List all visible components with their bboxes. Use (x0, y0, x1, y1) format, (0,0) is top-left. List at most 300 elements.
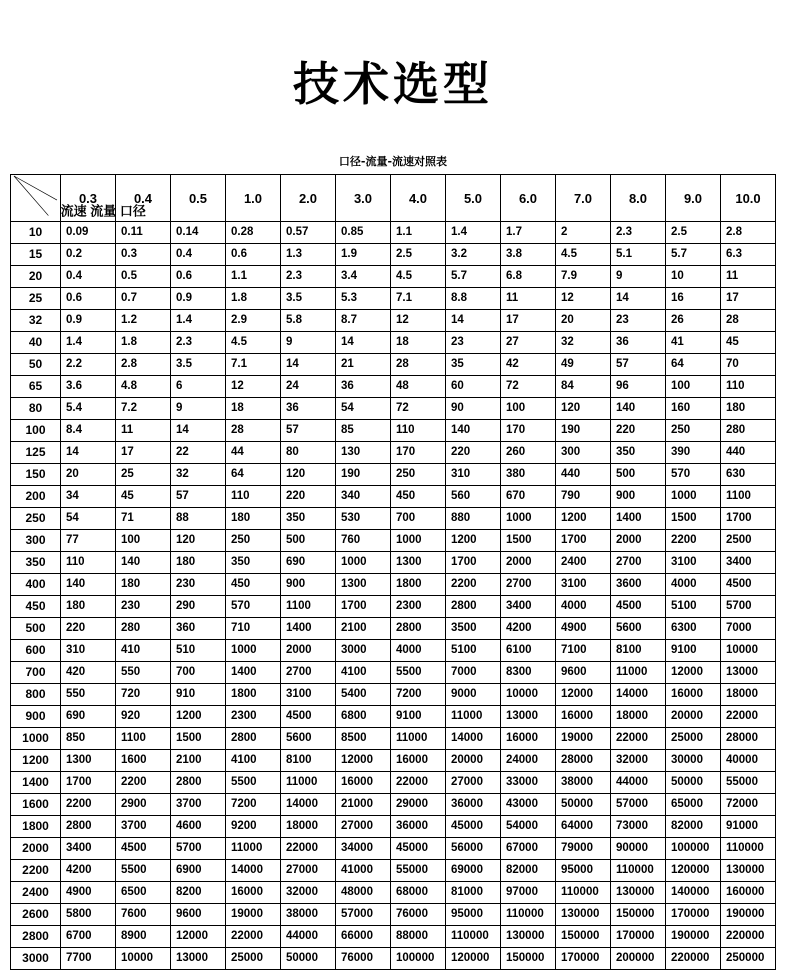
table-row (11, 486, 776, 508)
table-row (11, 750, 776, 772)
table-cell: 38000 (556, 772, 611, 794)
column-header: 3.0 (336, 175, 391, 222)
row-header: 50 (11, 354, 61, 376)
table-cell: 50000 (666, 772, 721, 794)
table-cell: 32000 (611, 750, 666, 772)
table-cell: 450 (391, 486, 446, 508)
table-cell: 38000 (281, 904, 336, 926)
table-cell: 0.4 (171, 244, 226, 266)
table-cell: 1300 (61, 750, 116, 772)
table-cell: 25000 (666, 728, 721, 750)
row-header: 1600 (11, 794, 61, 816)
table-cell: 190 (556, 420, 611, 442)
table-cell: 57 (171, 486, 226, 508)
table-row (11, 904, 776, 926)
table-cell: 64 (226, 464, 281, 486)
table-cell: 1000 (336, 552, 391, 574)
table-cell: 2100 (336, 618, 391, 640)
table-cell: 6800 (336, 706, 391, 728)
table-row (11, 860, 776, 882)
table-row (11, 354, 776, 376)
table-row (11, 684, 776, 706)
column-header: 8.0 (611, 175, 666, 222)
table-cell: 76000 (391, 904, 446, 926)
table-cell: 57 (611, 354, 666, 376)
table-cell: 44000 (281, 926, 336, 948)
table-cell: 3100 (281, 684, 336, 706)
table-cell: 670 (501, 486, 556, 508)
row-header: 400 (11, 574, 61, 596)
table-cell: 570 (666, 464, 721, 486)
table-cell: 81000 (446, 882, 501, 904)
table-cell: 1600 (116, 750, 171, 772)
table-row (11, 222, 776, 244)
table-cell: 82000 (666, 816, 721, 838)
table-cell: 54 (336, 398, 391, 420)
table-cell: 0.6 (61, 288, 116, 310)
table-cell: 2.9 (226, 310, 281, 332)
table-row (11, 288, 776, 310)
table-cell: 5500 (226, 772, 281, 794)
table-cell: 14 (446, 310, 501, 332)
table-cell: 54000 (501, 816, 556, 838)
table-cell: 44000 (611, 772, 666, 794)
table-cell: 16000 (391, 750, 446, 772)
table-cell: 65000 (666, 794, 721, 816)
table-cell: 420 (61, 662, 116, 684)
row-header: 300 (11, 530, 61, 552)
table-cell: 200000 (611, 948, 666, 970)
table-cell: 130000 (721, 860, 776, 882)
table-row (11, 398, 776, 420)
table-cell: 20000 (666, 706, 721, 728)
row-header: 20 (11, 266, 61, 288)
table-cell: 510 (171, 640, 226, 662)
spec-table (10, 174, 776, 970)
table-cell: 310 (61, 640, 116, 662)
table-cell: 41 (666, 332, 721, 354)
table-cell: 79000 (556, 838, 611, 860)
table-cell: 34 (61, 486, 116, 508)
table-cell: 500 (281, 530, 336, 552)
table-cell: 22000 (226, 926, 281, 948)
row-header: 150 (11, 464, 61, 486)
table-cell: 0.28 (226, 222, 281, 244)
table-cell: 100 (666, 376, 721, 398)
table-cell: 8300 (501, 662, 556, 684)
table-cell: 130000 (611, 882, 666, 904)
row-header: 2800 (11, 926, 61, 948)
table-cell: 21 (336, 354, 391, 376)
table-cell: 8.8 (446, 288, 501, 310)
table-cell: 12 (556, 288, 611, 310)
table-row (11, 728, 776, 750)
table-cell: 95000 (446, 904, 501, 926)
table-cell: 190000 (666, 926, 721, 948)
table-cell: 8.7 (336, 310, 391, 332)
table-cell: 180 (116, 574, 171, 596)
table-cell: 23 (611, 310, 666, 332)
table-cell: 170000 (611, 926, 666, 948)
table-cell: 160000 (721, 882, 776, 904)
table-cell: 45000 (446, 816, 501, 838)
table-cell: 2.5 (666, 222, 721, 244)
table-cell: 850 (61, 728, 116, 750)
table-cell: 250000 (721, 948, 776, 970)
table-cell: 3400 (501, 596, 556, 618)
table-cell: 8100 (611, 640, 666, 662)
column-header: 4.0 (391, 175, 446, 222)
table-cell: 9000 (446, 684, 501, 706)
table-cell: 5600 (281, 728, 336, 750)
table-cell: 250 (666, 420, 721, 442)
table-cell: 11000 (281, 772, 336, 794)
table-cell: 710 (226, 618, 281, 640)
table-cell: 32000 (281, 882, 336, 904)
table-cell: 140 (61, 574, 116, 596)
table-cell: 22000 (721, 706, 776, 728)
table-cell: 2900 (116, 794, 171, 816)
table-cell: 1.2 (116, 310, 171, 332)
row-header: 2000 (11, 838, 61, 860)
table-cell: 9 (611, 266, 666, 288)
table-cell: 11 (501, 288, 556, 310)
table-row (11, 794, 776, 816)
table-cell: 18000 (281, 816, 336, 838)
table-cell: 25000 (226, 948, 281, 970)
table-cell: 260 (501, 442, 556, 464)
table-row (11, 838, 776, 860)
corner-label-diameter: 口径 (119, 203, 146, 219)
table-cell: 4500 (611, 596, 666, 618)
table-row (11, 706, 776, 728)
table-cell: 1100 (721, 486, 776, 508)
corner-diagonal-lines-icon (14, 176, 57, 216)
table-cell: 180 (61, 596, 116, 618)
table-cell: 8.4 (61, 420, 116, 442)
table-cell: 82000 (501, 860, 556, 882)
table-cell: 920 (116, 706, 171, 728)
table-cell: 71 (116, 508, 171, 530)
table-cell: 3.5 (171, 354, 226, 376)
table-cell: 0.6 (171, 266, 226, 288)
table-cell: 2400 (556, 552, 611, 574)
table-cell: 4900 (556, 618, 611, 640)
table-row (11, 618, 776, 640)
table-row (11, 244, 776, 266)
table-cell: 120 (281, 464, 336, 486)
table-cell: 110 (61, 552, 116, 574)
table-row (11, 882, 776, 904)
table-body (11, 222, 776, 970)
table-cell: 32 (171, 464, 226, 486)
table-cell: 100000 (391, 948, 446, 970)
row-header: 200 (11, 486, 61, 508)
table-cell: 1400 (611, 508, 666, 530)
column-header: 10.0 (721, 175, 776, 222)
table-cell: 45 (721, 332, 776, 354)
table-cell: 91000 (721, 816, 776, 838)
table-cell: 2200 (61, 794, 116, 816)
table-cell: 18 (226, 398, 281, 420)
table-cell: 22000 (391, 772, 446, 794)
table-cell: 56000 (446, 838, 501, 860)
table-cell: 1400 (226, 662, 281, 684)
column-header: 2.0 (281, 175, 336, 222)
table-cell: 7.2 (116, 398, 171, 420)
table-cell: 3.5 (281, 288, 336, 310)
table-cell: 250 (391, 464, 446, 486)
table-cell: 5100 (666, 596, 721, 618)
table-cell: 0.11 (116, 222, 171, 244)
table-cell: 2800 (446, 596, 501, 618)
table-cell: 4600 (171, 816, 226, 838)
table-cell: 70 (721, 354, 776, 376)
table-cell: 2300 (391, 596, 446, 618)
row-header: 40 (11, 332, 61, 354)
table-cell: 190000 (721, 904, 776, 926)
table-cell: 57 (281, 420, 336, 442)
table-cell: 6300 (666, 618, 721, 640)
table-cell: 36 (611, 332, 666, 354)
table-row (11, 266, 776, 288)
table-cell: 2200 (446, 574, 501, 596)
table-cell: 14000 (446, 728, 501, 750)
table-cell: 790 (556, 486, 611, 508)
table-cell: 220 (61, 618, 116, 640)
table-cell: 280 (721, 420, 776, 442)
table-cell: 14 (281, 354, 336, 376)
table-cell: 72 (501, 376, 556, 398)
table-cell: 1000 (666, 486, 721, 508)
table-cell: 27 (501, 332, 556, 354)
table-cell: 760 (336, 530, 391, 552)
table-cell: 110000 (611, 860, 666, 882)
table-cell: 7.1 (226, 354, 281, 376)
table-row (11, 816, 776, 838)
table-cell: 7200 (391, 684, 446, 706)
table-cell: 3700 (171, 794, 226, 816)
table-cell: 20 (556, 310, 611, 332)
table-cell: 1300 (336, 574, 391, 596)
table-cell: 12000 (171, 926, 226, 948)
row-header: 450 (11, 596, 61, 618)
row-header: 15 (11, 244, 61, 266)
table-row (11, 376, 776, 398)
table-cell: 35 (446, 354, 501, 376)
table-cell: 84 (556, 376, 611, 398)
table-cell: 910 (171, 684, 226, 706)
table-cell: 120 (556, 398, 611, 420)
table-row (11, 530, 776, 552)
table-cell: 0.6 (226, 244, 281, 266)
table-cell: 2000 (501, 552, 556, 574)
table-cell: 12000 (556, 684, 611, 706)
table-row (11, 552, 776, 574)
table-cell: 170000 (556, 948, 611, 970)
table-cell: 28 (721, 310, 776, 332)
table-cell: 2200 (116, 772, 171, 794)
table-cell: 88 (171, 508, 226, 530)
table-cell: 2800 (391, 618, 446, 640)
table-cell: 530 (336, 508, 391, 530)
table-cell: 16000 (501, 728, 556, 750)
table-cell: 16000 (336, 772, 391, 794)
table-cell: 290 (171, 596, 226, 618)
table-cell: 1.9 (336, 244, 391, 266)
table-cell: 140 (446, 420, 501, 442)
table-cell: 0.9 (61, 310, 116, 332)
table-cell: 43000 (501, 794, 556, 816)
table-cell: 2500 (721, 530, 776, 552)
table-cell: 180 (721, 398, 776, 420)
table-cell: 2800 (171, 772, 226, 794)
table-cell: 27000 (281, 860, 336, 882)
table-cell: 33000 (501, 772, 556, 794)
table-cell: 64000 (556, 816, 611, 838)
table-cell: 7100 (556, 640, 611, 662)
table-cell: 140000 (666, 882, 721, 904)
table-cell: 0.57 (281, 222, 336, 244)
table-cell: 110000 (446, 926, 501, 948)
table-cell: 13000 (721, 662, 776, 684)
table-cell: 3100 (556, 574, 611, 596)
table-cell: 25 (116, 464, 171, 486)
table-cell: 550 (61, 684, 116, 706)
table-cell: 3700 (116, 816, 171, 838)
table-cell: 1.1 (391, 222, 446, 244)
table-cell: 34000 (336, 838, 391, 860)
table-cell: 13000 (501, 706, 556, 728)
row-header: 900 (11, 706, 61, 728)
table-cell: 28 (226, 420, 281, 442)
table-cell: 16000 (666, 684, 721, 706)
table-cell: 2300 (226, 706, 281, 728)
table-cell: 140 (611, 398, 666, 420)
table-cell: 4100 (336, 662, 391, 684)
row-header: 100 (11, 420, 61, 442)
table-cell: 9600 (171, 904, 226, 926)
table-cell: 28000 (721, 728, 776, 750)
table-cell: 5700 (171, 838, 226, 860)
column-header: 9.0 (666, 175, 721, 222)
table-cell: 440 (721, 442, 776, 464)
table-cell: 1800 (391, 574, 446, 596)
table-cell: 9 (281, 332, 336, 354)
table-cell: 40000 (721, 750, 776, 772)
table-cell: 5.3 (336, 288, 391, 310)
table-cell: 41000 (336, 860, 391, 882)
table-cell: 48000 (336, 882, 391, 904)
table-row (11, 640, 776, 662)
table-cell: 10 (666, 266, 721, 288)
row-header: 125 (11, 442, 61, 464)
row-header: 1400 (11, 772, 61, 794)
table-cell: 7200 (226, 794, 281, 816)
table-cell: 250 (226, 530, 281, 552)
table-cell: 2800 (226, 728, 281, 750)
table-cell: 7000 (721, 618, 776, 640)
table-cell: 7.1 (391, 288, 446, 310)
table-cell: 3100 (666, 552, 721, 574)
column-header: 0.4 (116, 175, 171, 222)
table-cell: 110000 (501, 904, 556, 926)
table-cell: 170 (391, 442, 446, 464)
table-cell: 230 (116, 596, 171, 618)
table-cell: 300 (556, 442, 611, 464)
table-cell: 10000 (116, 948, 171, 970)
row-header: 2600 (11, 904, 61, 926)
table-cell: 350 (611, 442, 666, 464)
table-cell: 14 (61, 442, 116, 464)
table-cell: 88000 (391, 926, 446, 948)
table-cell: 440 (556, 464, 611, 486)
table-cell: 4.8 (116, 376, 171, 398)
table-row (11, 926, 776, 948)
column-header: 1.0 (226, 175, 281, 222)
table-row (11, 508, 776, 530)
table-cell: 3000 (336, 640, 391, 662)
table-cell: 28000 (556, 750, 611, 772)
table-cell: 6900 (171, 860, 226, 882)
table-cell: 3600 (611, 574, 666, 596)
table-cell: 130000 (556, 904, 611, 926)
table-row (11, 310, 776, 332)
table-cell: 14 (611, 288, 666, 310)
table-row (11, 464, 776, 486)
table-cell: 54 (61, 508, 116, 530)
row-header: 80 (11, 398, 61, 420)
table-cell: 9100 (391, 706, 446, 728)
table-cell: 0.5 (116, 266, 171, 288)
table-cell: 1500 (501, 530, 556, 552)
table-cell: 390 (666, 442, 721, 464)
table-cell: 500 (611, 464, 666, 486)
table-cell: 97000 (501, 882, 556, 904)
table-cell: 29000 (391, 794, 446, 816)
table-cell: 3400 (721, 552, 776, 574)
table-cell: 85 (336, 420, 391, 442)
table-cell: 2800 (61, 816, 116, 838)
table-cell: 2.8 (721, 222, 776, 244)
table-cell: 4000 (391, 640, 446, 662)
table-cell: 10000 (721, 640, 776, 662)
table-cell: 49 (556, 354, 611, 376)
table-cell: 3.6 (61, 376, 116, 398)
table-cell: 22 (171, 442, 226, 464)
table-cell: 1200 (446, 530, 501, 552)
table-cell: 3500 (446, 618, 501, 640)
table-cell: 0.4 (61, 266, 116, 288)
table-cell: 9200 (226, 816, 281, 838)
table-cell: 410 (116, 640, 171, 662)
table-cell: 150000 (556, 926, 611, 948)
table-header (11, 175, 776, 222)
table-cell: 7.9 (556, 266, 611, 288)
table-cell: 3400 (61, 838, 116, 860)
table-cell: 24 (281, 376, 336, 398)
table-cell: 28 (391, 354, 446, 376)
table-cell: 0.9 (171, 288, 226, 310)
table-cell: 120000 (666, 860, 721, 882)
table-cell: 2.3 (171, 332, 226, 354)
table-cell: 10000 (501, 684, 556, 706)
table-cell: 5100 (446, 640, 501, 662)
table-row (11, 442, 776, 464)
table-cell: 5700 (721, 596, 776, 618)
page-root (0, 48, 786, 965)
table-cell: 16000 (556, 706, 611, 728)
